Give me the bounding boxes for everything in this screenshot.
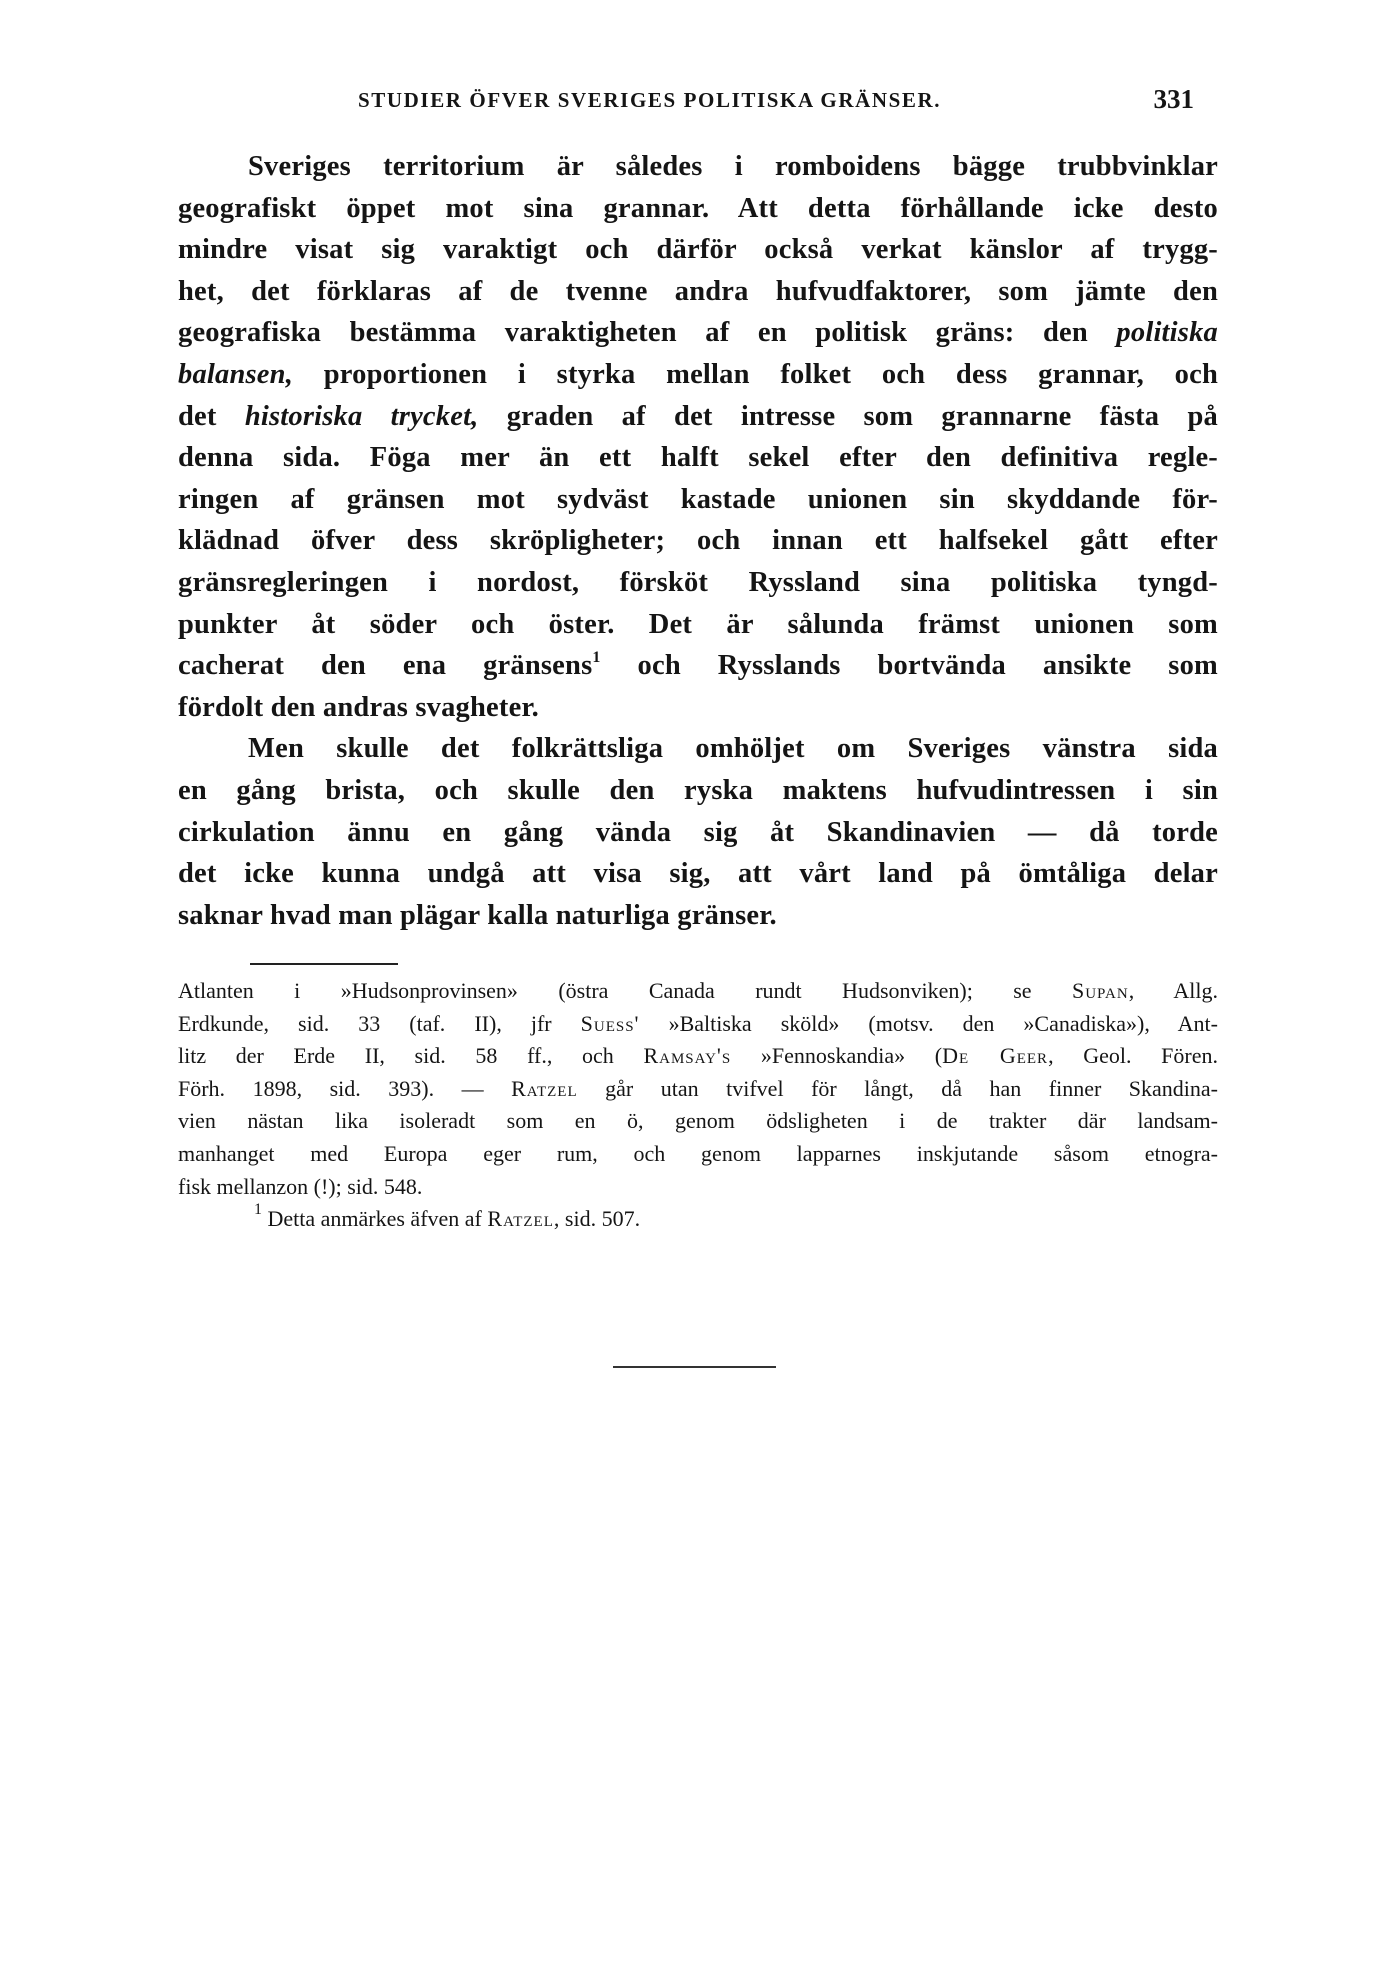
italic-term: politiska <box>1116 317 1218 349</box>
footnote-number: 1 <box>254 1201 262 1219</box>
text-line: Men skulle det folkrättsliga omhöljet om Sveriges vänstra sida <box>248 733 1218 765</box>
text-line: denna sida. Föga mer än ett halft sekel efter den definitiva regle- <box>178 442 1218 474</box>
footnote-1: $^1$ Detta anmärkes äfven af Ratzel, sid. 507. <box>254 1201 641 1232</box>
running-title: STUDIER ÖFVER SVERIGES POLITISKA GRÄNSER. <box>358 88 942 112</box>
text-line: mindre visat sig varaktigt och därför också verkat känslor af trygg- <box>178 234 1218 266</box>
text-line: het, det förklaras af de tvenne andra hufvudfaktorer, som jämte den <box>178 275 1218 307</box>
page-number: 331 <box>1153 84 1194 114</box>
text-line: saknar hvad man plägar kalla naturliga gränser. <box>178 899 777 931</box>
footnote-line: fisk mellanzon (!); sid. 548. <box>178 1173 423 1199</box>
text-line: geografiska bestämma varaktigheten af en politisk gräns: den politiska <box>178 317 1218 349</box>
footnote-line: manhanget med Europa eger rum, och genom lapparnes inskjutande såsom etnogra- <box>178 1140 1218 1166</box>
footnote-line: vien nästan lika isoleradt som en ö, genom ödsligheten i de trakter där landsam- <box>178 1108 1218 1134</box>
text-line: geografiskt öppet mot sina grannar. Att detta förhållande icke desto <box>178 192 1218 224</box>
author-name: Ratzel <box>487 1206 554 1232</box>
text-line: fördolt den andras svagheter. <box>178 691 540 723</box>
text-line: punkter åt söder och öster. Det är sålunda främst unionen som <box>178 608 1218 640</box>
author-name: De Geer <box>942 1043 1049 1069</box>
italic-term: historiska trycket, <box>244 400 479 432</box>
footnote-line: Erdkunde, sid. 33 (taf. II), jfr Suess' »Baltiska sköld» (motsv. den »Canadiska»), Ant- <box>178 1010 1218 1036</box>
text-line: cirkulation ännu en gång vända sig åt Skandinavien — då torde <box>178 816 1218 848</box>
page-header <box>178 84 1208 128</box>
text-line: det icke kunna undgå att visa sig, att vårt land på ömtåliga delar <box>178 858 1218 890</box>
text-line: cacherat den ena gränsens$^1$ och Rysslands bortvända ansikte som <box>178 649 1218 682</box>
author-name: Ramsay's <box>643 1043 732 1069</box>
author-name: Supan <box>1071 978 1129 1003</box>
footnote-marker: 1 <box>592 649 601 667</box>
end-rule <box>613 1366 776 1368</box>
text-line: Sveriges territorium är således i romboidens bägge trubbvinklar <box>248 151 1218 182</box>
text-line: ringen af gränsen mot sydväst kastade unionen sin skyddande för- <box>178 483 1218 515</box>
italic-term: balansen, <box>178 358 294 390</box>
footnote-separator <box>250 963 398 965</box>
body-text <box>178 146 1218 936</box>
footnote-line: litz der Erde II, sid. 58 ff., och Ramsay's »Fennoskandia» (De Geer, Geol. Fören. <box>178 1043 1218 1069</box>
text-line: klädnad öfver dess skröpligheter; och innan ett halfsekel gått efter <box>178 525 1218 557</box>
text-line: gränsregleringen i nordost, försköt Ryssland sina politiska tyngd- <box>178 566 1218 598</box>
author-name: Suess' <box>580 1010 640 1036</box>
author-name: Ratzel <box>511 1075 578 1101</box>
text-line: det historiska trycket, graden af det intresse som grannarne fästa på <box>178 400 1218 432</box>
footnote-line: Atlanten i »Hudsonprovinsen» (östra Canada rundt Hudsonviken); se Supan, Allg. <box>178 978 1218 1003</box>
footnote-line: Förh. 1898, sid. 393). — Ratzel går utan tvifvel för långt, då han finner Skandina- <box>178 1075 1219 1101</box>
text-line: balansen, proportionen i styrka mellan folket och dess grannar, och <box>178 358 1219 390</box>
footnotes <box>178 975 1218 1236</box>
text-line: en gång brista, och skulle den ryska maktens hufvudintressen i sin <box>178 774 1218 806</box>
